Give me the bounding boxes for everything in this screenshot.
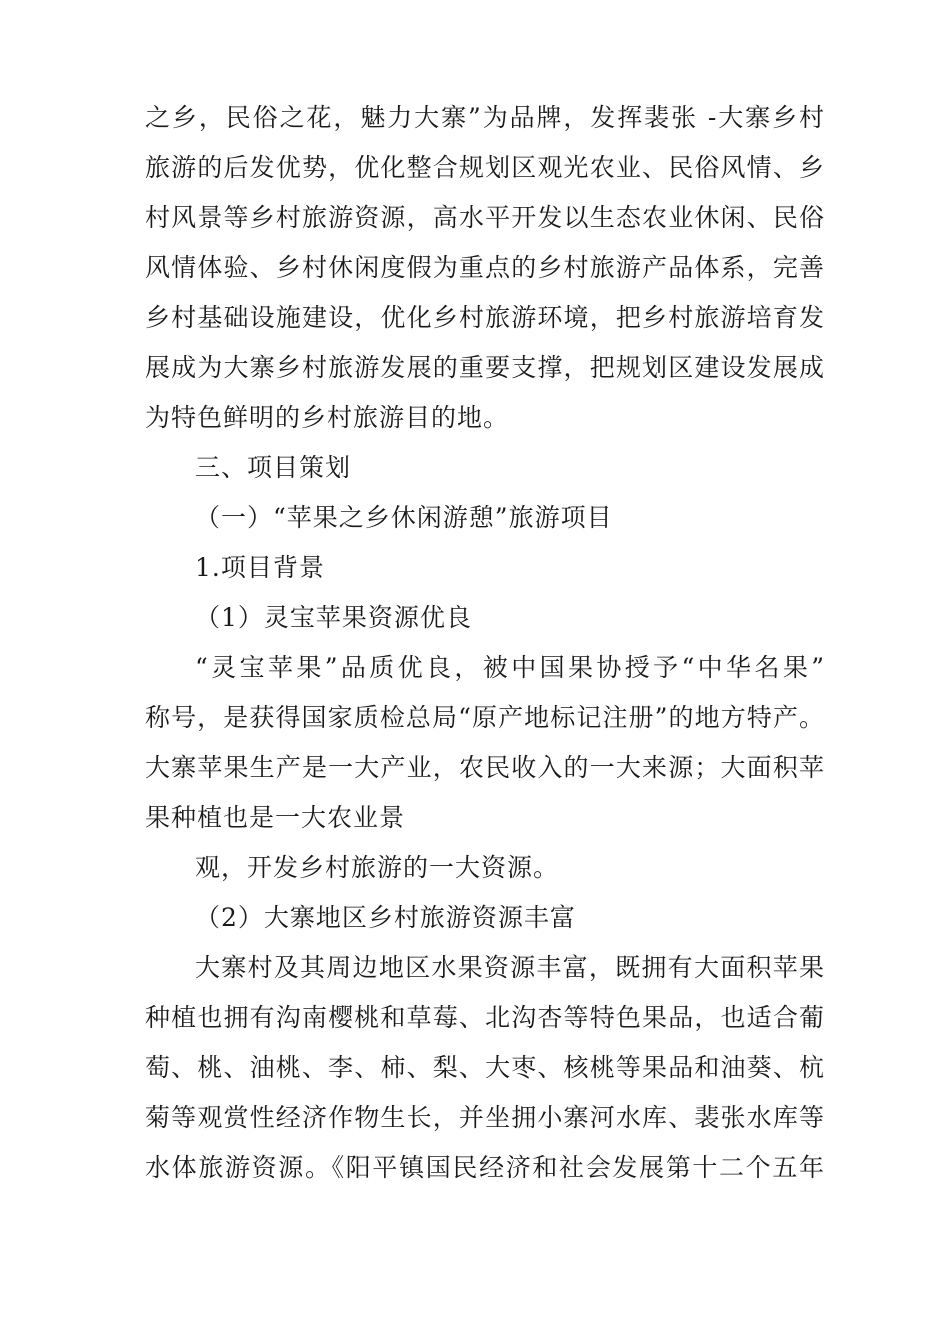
body-text-line: 村风景等乡村旅游资源，高水平开发以生态农业休闲、民俗	[145, 203, 825, 232]
body-text-line: 菊等观赏性经济作物生长，并坐拥小寨河水库、裴张水库等	[145, 1103, 825, 1132]
body-text-line: 之乡，民俗之花，魅力大寨”为品牌，发挥裴张 -大寨乡村	[145, 103, 825, 132]
subsection-heading: （一）“苹果之乡休闲游憩”旅游项目	[195, 503, 613, 532]
body-text-line: 果种植也是一大农业景	[145, 803, 406, 832]
body-text-line: 萄、桃、油桃、李、柿、梨、大枣、核桃等果品和油葵、杭	[145, 1053, 825, 1082]
sub-item-heading: （2）大寨地区乡村旅游资源丰富	[195, 903, 576, 932]
body-text-line: 旅游的后发优势，优化整合规划区观光农业、民俗风情、乡	[145, 153, 825, 182]
section-heading: 三、项目策划	[195, 453, 352, 482]
body-text-line: “灵宝苹果”品质优良，被中国果协授予“中华名果”	[195, 653, 825, 682]
body-text-line: 为特色鲜明的乡村旅游目的地。	[145, 403, 510, 432]
item-heading: 1.项目背景	[195, 553, 325, 582]
body-text-line: 展成为大寨乡村旅游发展的重要支撑，把规划区建设发展成	[145, 353, 825, 382]
body-text-line: 观，开发乡村旅游的一大资源。	[195, 853, 560, 882]
body-text-line: 大寨苹果生产是一大产业，农民收入的一大来源；大面积苹	[145, 753, 825, 782]
body-text-line: 大寨村及其周边地区水果资源丰富，既拥有大面积苹果	[195, 953, 825, 982]
sub-item-heading: （1）灵宝苹果资源优良	[195, 603, 472, 632]
body-text-line: 风情体验、乡村休闲度假为重点的乡村旅游产品体系，完善	[145, 253, 825, 282]
body-text-line: 乡村基础设施建设，优化乡村旅游环境，把乡村旅游培育发	[145, 303, 825, 332]
body-text-line: 称号，是获得国家质检总局“原产地标记注册”的地方特产。	[145, 703, 825, 732]
body-text-line: 种植也拥有沟南樱桃和草莓、北沟杏等特色果品，也适合葡	[145, 1003, 825, 1032]
body-text-line: 水体旅游资源。《阳平镇国民经济和社会发展第十二个五年	[145, 1153, 825, 1182]
